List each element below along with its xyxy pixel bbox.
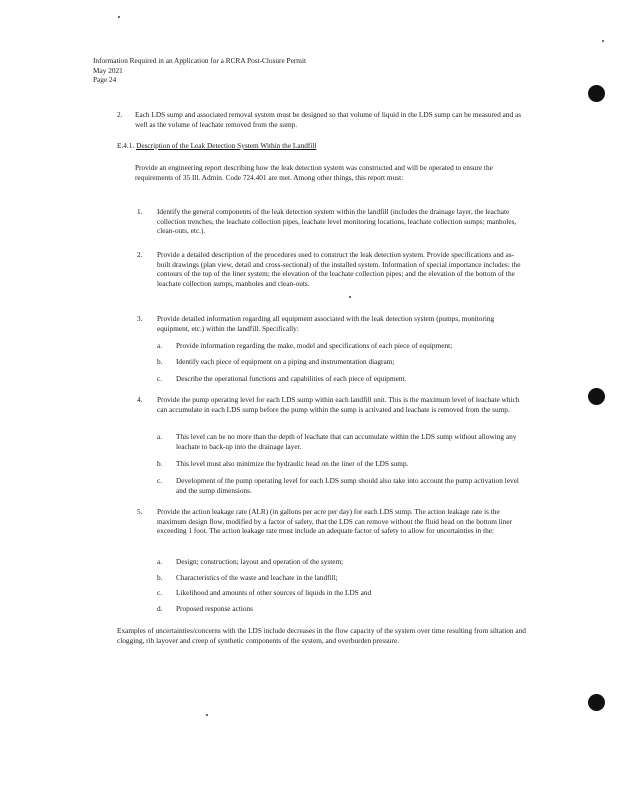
- sub-list-item: [157, 557, 525, 567]
- list-item: [137, 507, 523, 547]
- sub-item-text: Likelihood and amounts of other sources of liquids in the LDS and: [176, 588, 372, 597]
- sub-list-item: [157, 573, 525, 583]
- section-number: E.4.1.: [117, 141, 135, 150]
- sub-item-text: Development of the pump operating level for each LDS sump should also take into account the pump activation level and the sump dimensions.: [176, 476, 519, 495]
- sub-item-letter: c.: [157, 374, 163, 383]
- item-text: Each LDS sump and associated removal system must be designed so that volume of liquid in the LDS sump can be measured and as well as the volume of leachate removed from the sump.: [135, 110, 522, 129]
- sub-list-item: [157, 341, 532, 351]
- item-number: 5.: [137, 507, 143, 516]
- section-intro: Provide an engineering report describing how the leak detection system was constructed and will be operated to ensure the requirements of 35 Ill. Admin. Code 724.401 are met. Among other things, this report must:: [135, 163, 493, 182]
- header-page-number: Page 24: [93, 75, 117, 85]
- sub-list-item: [157, 374, 532, 384]
- item-text: Provide the action leakage rate (ALR) (in gallons per acre per day) for each LDS sump. The action leakage rate is the maximum design flow, modified by a factor of safety, that the LDS can remove without the fluid head on the bottom liner exceeding 1 foot. The action leakage rate must include an adequate factor of safety to allow for uncertainties in the:: [157, 507, 513, 536]
- punch-hole-bottom: [588, 694, 605, 711]
- item-number: 2.: [117, 110, 123, 119]
- sub-list-item: [157, 432, 525, 452]
- sub-item-text: Design; construction; layout and operation of the system;: [176, 557, 344, 566]
- sub-item-letter: a.: [157, 557, 163, 566]
- sub-item-text: Provide information regarding the make, model and specifications of each piece of equipment;: [176, 341, 453, 350]
- sub-item-letter: a.: [157, 432, 163, 441]
- sub-item-letter: c.: [157, 476, 163, 485]
- scan-speck: [118, 16, 120, 18]
- punch-hole-middle: [588, 388, 605, 405]
- header-date: May 2021: [93, 65, 123, 75]
- sub-list-item: [157, 604, 525, 614]
- sub-item-letter: a.: [157, 341, 163, 350]
- sub-item-text: Identify each piece of equipment on a piping and instrumentation diagram;: [176, 357, 395, 366]
- item-text: Identify the general components of the leak detection system within the landfill (includes the drainage layer, the leachate collection trenches, the leachate collection pipes, leachate level monitoring locations, leachate collection sumps; manholes, clean-outs, etc.).: [157, 207, 517, 236]
- list-item: [117, 110, 527, 132]
- item-number: 4.: [137, 395, 143, 404]
- sub-item-text: Characteristics of the waste and leachate in the landfill;: [176, 573, 338, 582]
- scan-speck: [602, 40, 604, 42]
- list-item: [137, 250, 523, 300]
- section-title: Description of the Leak Detection System Within the Landfill: [136, 141, 317, 150]
- sub-list-item: [157, 357, 532, 367]
- sub-list-item: [157, 459, 525, 469]
- sub-item-text: Describe the operational functions and capabilities of each piece of equipment.: [176, 374, 407, 383]
- list-item: [137, 395, 523, 425]
- page-header: [93, 56, 413, 85]
- item-text: Provide the pump operating level for each LDS sump within each landfill unit. This is the maximum level of leachate which can accumulate in each LDS sump before the pump within the sump is activated and leachate is removed from the sump.: [157, 395, 520, 414]
- sub-item-text: This level can be no more than the depth of leachate that can accumulate within the LDS sump without allowing any leachate to back-up into the drainage layer.: [176, 432, 517, 451]
- scan-speck: [206, 714, 208, 716]
- sub-item-letter: b.: [157, 573, 163, 582]
- sub-item-letter: c.: [157, 588, 163, 597]
- sub-item-text: Proposed response actions: [176, 604, 254, 613]
- list-item: [137, 207, 523, 237]
- item-number: 3.: [137, 314, 143, 323]
- section-heading: [117, 141, 316, 151]
- punch-hole-top: [588, 85, 605, 102]
- item-number: 1.: [137, 207, 143, 216]
- sub-item-letter: d.: [157, 604, 163, 613]
- sub-list-item: [157, 476, 525, 496]
- sub-list-item: [157, 588, 525, 598]
- header-title: Information Required in an Application for a RCRA Post-Closure Permit: [93, 56, 307, 65]
- sub-item-letter: b.: [157, 459, 163, 468]
- sub-item-text: This level must also minimize the hydraulic head on the liner of the LDS sump.: [176, 459, 409, 468]
- closing-paragraph: Examples of uncertainties/concerns with the LDS include decreases in the flow capacity of the system over time resulting from siltation and clogging, rib layover and creep of synthetic components of the system, and overburden pressure.: [117, 626, 526, 645]
- sub-item-letter: b.: [157, 357, 163, 366]
- item-text: Provide detailed information regarding all equipment associated with the leak detection system (pumps, monitoring equipment, etc.) within the landfill. Specifically:: [157, 314, 495, 333]
- item-text: Provide a detailed description of the procedures used to construct the leak detection system. Provide specifications and as-built drawings (plan view, detail and cross-sectional) of the installed system. Information of special importance includes: the contours of the top of the liner system; the elevation of the leachate collection pipes; and the elevation of the bottom of the leachate collection sumps, manholes and clean-outs.: [157, 250, 521, 288]
- item-number: 2.: [137, 250, 143, 259]
- list-item: [137, 314, 523, 334]
